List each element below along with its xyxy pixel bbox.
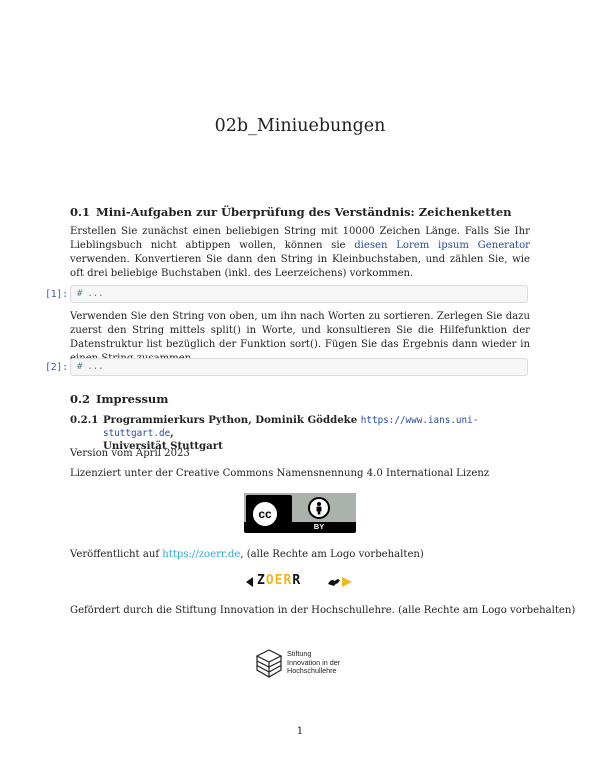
ians-uni-stuttgart-link[interactable]: https://www.ians.uni-stuttgart.de: [103, 415, 479, 439]
section-number: 0.1: [70, 205, 91, 219]
zoerr-logo-word: [257, 573, 301, 588]
lorem-ipsum-generator-link[interactable]: diesen Lorem ipsum Generator: [354, 240, 530, 251]
subsection-title-text: Programmierkurs Python, Dominik Göddeke: [103, 414, 361, 426]
stiftung-logo-line: Hochschullehre: [287, 666, 337, 676]
section-title: Mini-Aufgaben zur Überprüfung des Verständnis: Zeichenketten: [96, 205, 512, 219]
section-heading-0-1: [70, 205, 512, 219]
zoerr-logo-text: ZOERR: [257, 573, 302, 588]
cell-prompt-2: [2]:: [45, 362, 68, 373]
badge-cc-panel: [246, 495, 292, 531]
stiftung-cube-icon: [254, 648, 284, 680]
task-paragraph-2: Verwenden Sie den String von oben, um ihn nach Worten zu sortieren. Zerlegen Sie dazu zuerst den String mittels split() in Worte, und konsultieren Sie die Hilfefunktion der Datenstruktur list bezüglich der Funktion sort(). Fügen Sie das Ergebnis dann wieder in: [70, 311, 530, 350]
published-suffix: , (alle Rechte am Logo vorbehalten): [240, 549, 424, 560]
section-title: Impressum: [96, 392, 169, 406]
published-text: [70, 549, 424, 560]
published-prefix: Veröffentlicht auf: [70, 549, 163, 560]
badge-by-label: BY: [313, 522, 325, 531]
code-cell-1[interactable]: [70, 285, 528, 303]
stiftung-logo-text: [287, 650, 340, 676]
code-cell-2[interactable]: [70, 358, 528, 376]
version-text: Version vom April 2023: [70, 448, 190, 459]
section-heading-0-2: [70, 392, 168, 406]
subsection-title-comma: ,: [170, 427, 174, 439]
section-number: 0.2: [70, 392, 91, 406]
attribution-person-icon: [308, 497, 330, 519]
code-cell-text: # ...: [77, 289, 105, 299]
zoerr-link[interactable]: https://zoerr.de: [162, 549, 241, 560]
code-cell-text: # ...: [77, 362, 105, 372]
page-number: 1: [296, 725, 304, 737]
paragraph-text: Erstellen Sie zunächst einen beliebigen String mit 10000 Zeichen Länge. Falls Sie Ihr Lieblingsbuch nicht abtippen wollen, können sie: [70, 226, 530, 251]
funded-text: Gefördert durch die Stiftung Innovation in der Hochschullehre. (alle Rechte am Logo vorbehalten): [70, 605, 576, 616]
paragraph-text: verwenden. Konvertieren Sie dann den String in Kleinbuchstaben, und zählen Sie, wie oft drei beliebige Buchstaben (inkl. des Leerzeichens) vorkommen.: [70, 254, 530, 279]
license-text: Lizenziert unter der Creative Commons Namensnennung 4.0 International Lizenz: [70, 468, 490, 479]
creative-commons-icon: cc: [251, 500, 279, 528]
subsection-number: 0.2.1: [70, 414, 99, 426]
page-title: 02b_Miniuebungen: [214, 116, 386, 136]
zoerr-logo[interactable]: [244, 574, 356, 590]
stiftung-innovation-logo[interactable]: [254, 648, 364, 684]
cc-by-license-badge[interactable]: [244, 493, 356, 533]
subsection-title-line2: Universität Stuttgart: [103, 440, 223, 452]
stiftung-logo-line: Innovation in der: [287, 657, 341, 667]
task-paragraph-1: [70, 225, 530, 281]
subsection-heading-0-2-1: [70, 414, 530, 452]
stiftung-logo-line: Stiftung: [287, 649, 312, 658]
cell-prompt-1: [1]:: [45, 289, 68, 300]
